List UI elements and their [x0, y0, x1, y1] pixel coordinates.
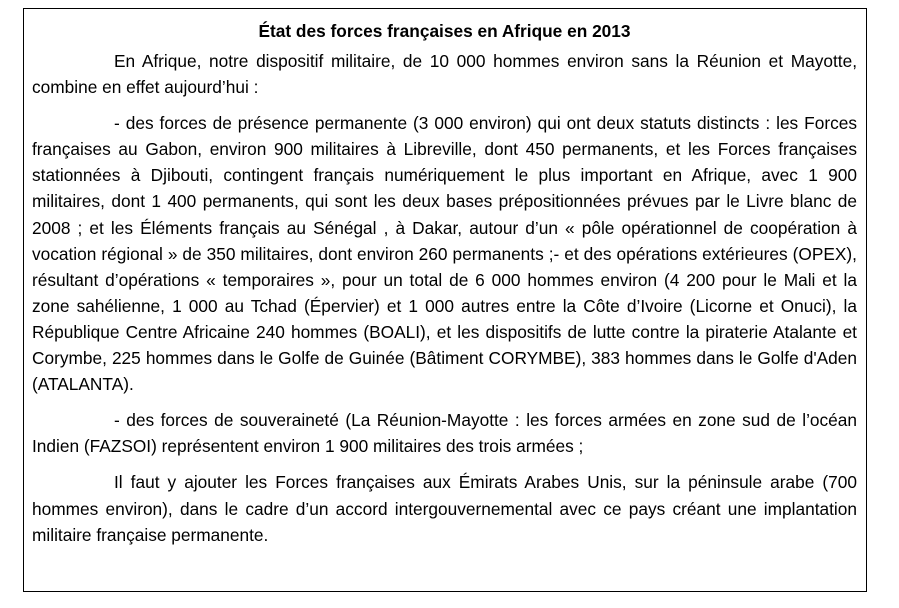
paragraph-sovereignty-forces: - des forces de souveraineté (La Réunion-Mayotte : les forces armées en zone sud de l’océan Indien (FAZSOI) représentent environ 1 900 militaires des trois armées ; [32, 410, 857, 457]
document-box [23, 8, 867, 592]
paragraph-presence-forces: - des forces de présence permanente (3 000 environ) qui ont deux statuts distincts : les Forces françaises au Gabon, environ 900 militaires à Libreville, dont 450 permanents, et les Forces françaises stationnées à Djibouti, contingent français numériquement le plus important en Afrique, avec 1 900 militaires, dont 1 400 permanents, qui sont les deux bases prépositionnées prévues par le Livre blanc de 2008 ; et les Éléments français au Sénégal , à Dakar, autour d’un « pôle opérationnel de coopération à vocation régional » de 350 militaires, dont environ 260 permanents ;- et des opérations extérieures (OPEX), résultant d’opérations « temporaires », pour un total de 6 000 hommes environ (4 200 pour le Mali et la zone sahélienne, 1 000 au Tchad (Épervier) et 1 000 autres entre la Côte d’Ivoire (Licorne et Onuci), la République Centre Africaine 240 hommes (BOALI), et les dispositifs de lutte contre la piraterie Atalante et Corymbe, 225 hommes dans le Golfe de Guinée (Bâtiment CORYMBE), 383 hommes dans le Golfe d'Aden (ATALANTA). [32, 113, 857, 395]
document-title: État des forces françaises en Afrique en 2013 [258, 21, 631, 41]
paragraph-uae-forces: Il faut y ajouter les Forces françaises aux Émirats Arabes Unis, sur la péninsule arabe (700 hommes environ), dans le cadre d’un accord intergouvernemental avec ce pays créant une implantation militaire française permanente. [32, 472, 857, 545]
paragraph-intro: En Afrique, notre dispositif militaire, de 10 000 hommes environ sans la Réunion et Mayotte, combine en effet aujourd’hui : [32, 51, 857, 98]
